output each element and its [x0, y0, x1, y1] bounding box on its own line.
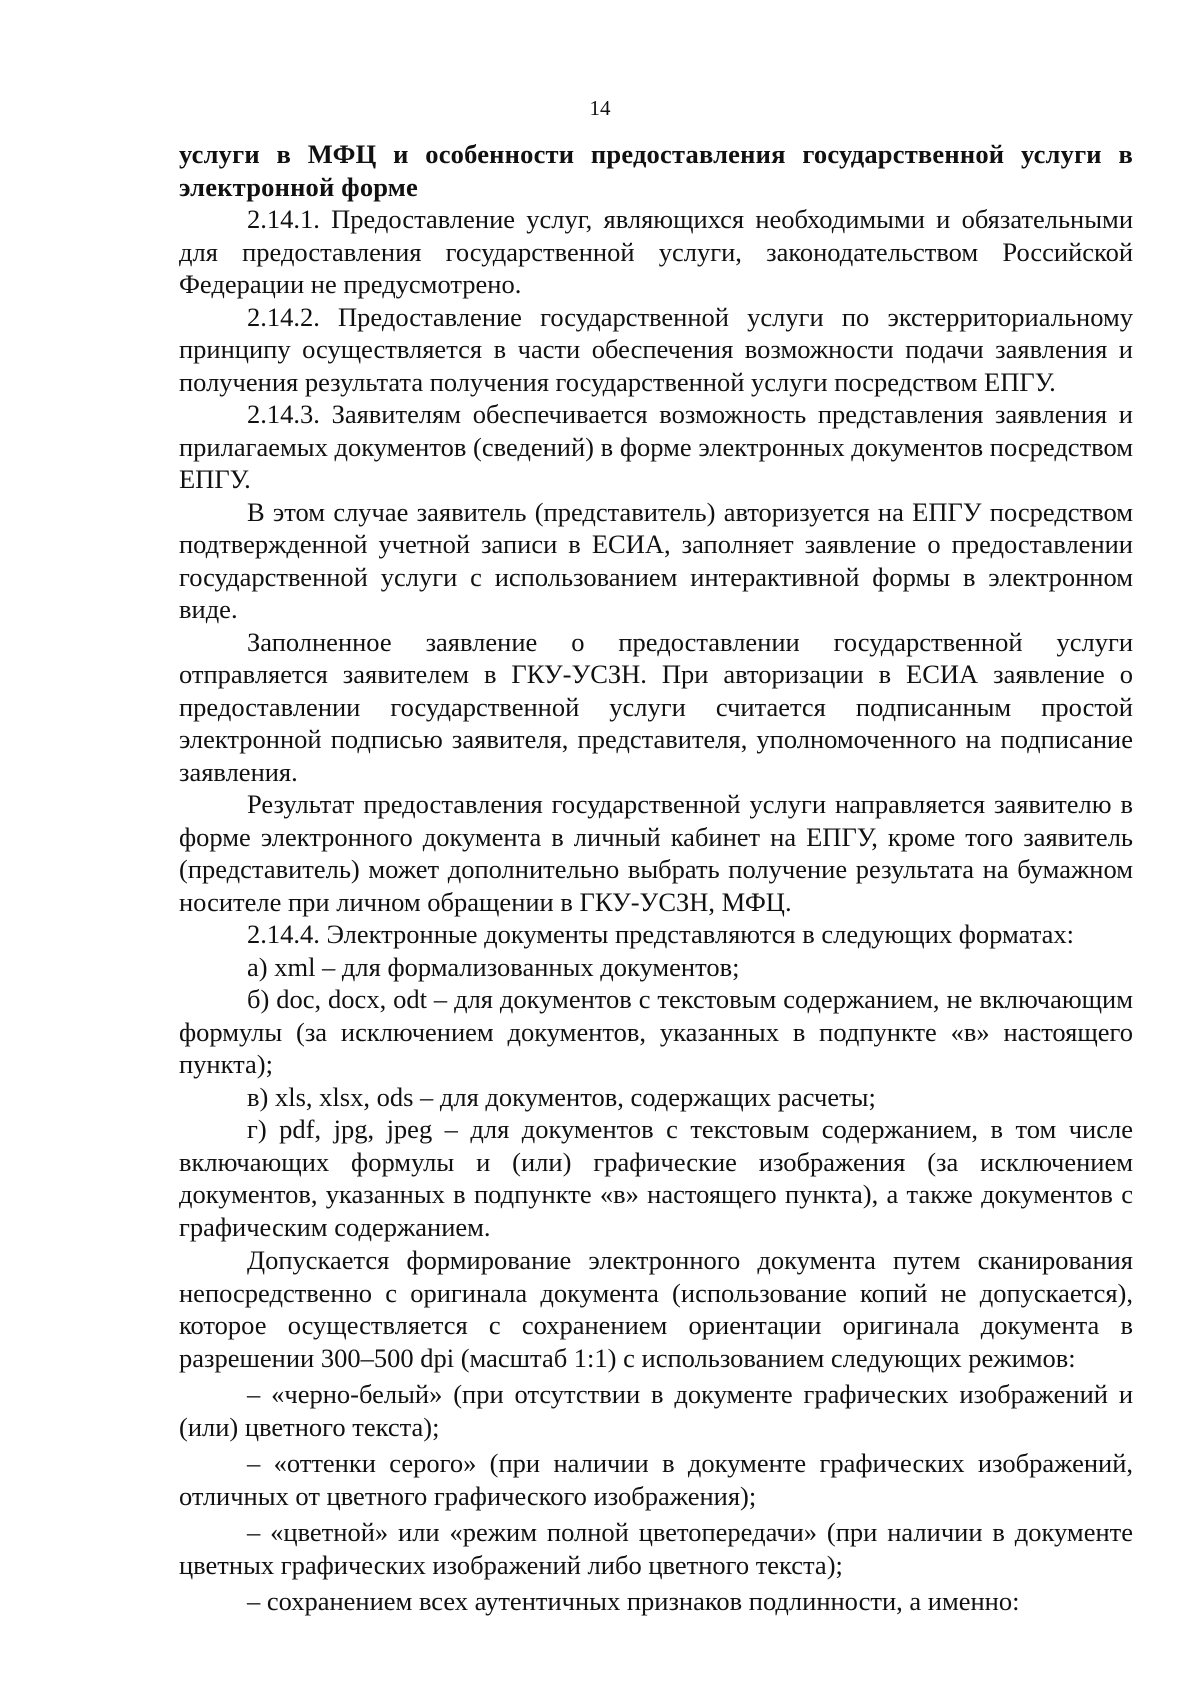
paragraph-2-14-3: 2.14.3. Заявителям обеспечивается возможность представления заявления и прилагаемых документов (сведений) в форме электронных документов посредством ЕПГУ. — [179, 399, 1133, 494]
heading-line-1: услуги в МФЦ и особенности предоставления государственной услуги в — [179, 139, 1133, 169]
paragraph-2-14-4: 2.14.4. Электронные документы представляются в следующих форматах: — [247, 919, 1074, 949]
format-item-a: а) xml – для формализованных документов; — [247, 951, 740, 982]
paragraph-authorization: В этом случае заявитель (представитель) авторизуется на ЕПГУ посредством подтвержденной учетной записи в ЕСИА, заполняет заявление о предоставлении государственной услуги с использованием интерактивной формы в электронном виде. — [179, 496, 1133, 624]
mode-authenticity: – сохранением всех аутентичных признаков подлинности, а именно: — [247, 1586, 1020, 1616]
section-heading — [179, 138, 1133, 203]
mode-black-white: – «черно-белый» (при отсутствии в документе графических изображений и (или) цветного текста); — [179, 1379, 1133, 1442]
mode-grayscale: – «оттенки серого» (при наличии в документе графических изображений, отличных от цветного графического изображения); — [179, 1448, 1133, 1511]
paragraph-2-14-2: 2.14.2. Предоставление государственной услуги по экстерриториальному принципу осуществляется в части обеспечения возможности подачи заявления и получения результата получения государственной услуги посредством ЕПГУ. — [179, 301, 1133, 397]
page-number: 14 — [589, 96, 611, 120]
document-body — [179, 138, 1133, 1618]
paragraph-result: Результат предоставления государственной услуги направляется заявителю в форме электронного документа в личный кабинет на ЕПГУ, кроме того заявитель (представитель) может дополнительно выбрать получение результата на бумажном носителе при личном обращении в ГКУ-УСЗН, МФЦ. — [179, 789, 1133, 917]
format-item-v: в) xls, xlsx, ods – для документов, содержащих расчеты; — [247, 1081, 876, 1112]
format-item-g: г) pdf, jpg, jpeg – для документов с текстовым содержанием, в том числе включающих формулы и (или) графические изображения (за исключением документов, указанных в подпункте «в» настоящего пункта), а также документов с графическим содержанием. — [179, 1114, 1133, 1242]
paragraph-2-14-1: 2.14.1. Предоставление услуг, являющихся необходимыми и обязательными для предоставления государственной услуги, законодательством Российской Федерации не предусмотрено. — [179, 204, 1133, 299]
format-item-b: б) doc, docx, odt – для документов с текстовым содержанием, не включающим формулы (за исключением документов, указанных в подпункте «в» настоящего пункта); — [179, 984, 1133, 1079]
paragraph-scanning: Допускается формирование электронного документа путем сканирования непосредственно с оригинала документа (использование копий не допускается), которое осуществляется с сохранением ориентации оригинала документа в разрешении 300–500 dpi (масштаб 1:1) с использованием следующих режимов: — [179, 1245, 1133, 1373]
heading-line-2: электронной форме — [179, 171, 419, 202]
mode-color: – «цветной» или «режим полной цветопередачи» (при наличии в документе цветных графических изображений либо цветного текста); — [179, 1517, 1133, 1580]
paragraph-submission: Заполненное заявление о предоставлении государственной услуги отправляется заявителем в ГКУ-УСЗН. При авторизации в ЕСИА заявление о предоставлении государственной услуги считается подписанным простой электронной подписью заявителя, представителя, уполномоченного на подписание заявления. — [179, 626, 1133, 787]
